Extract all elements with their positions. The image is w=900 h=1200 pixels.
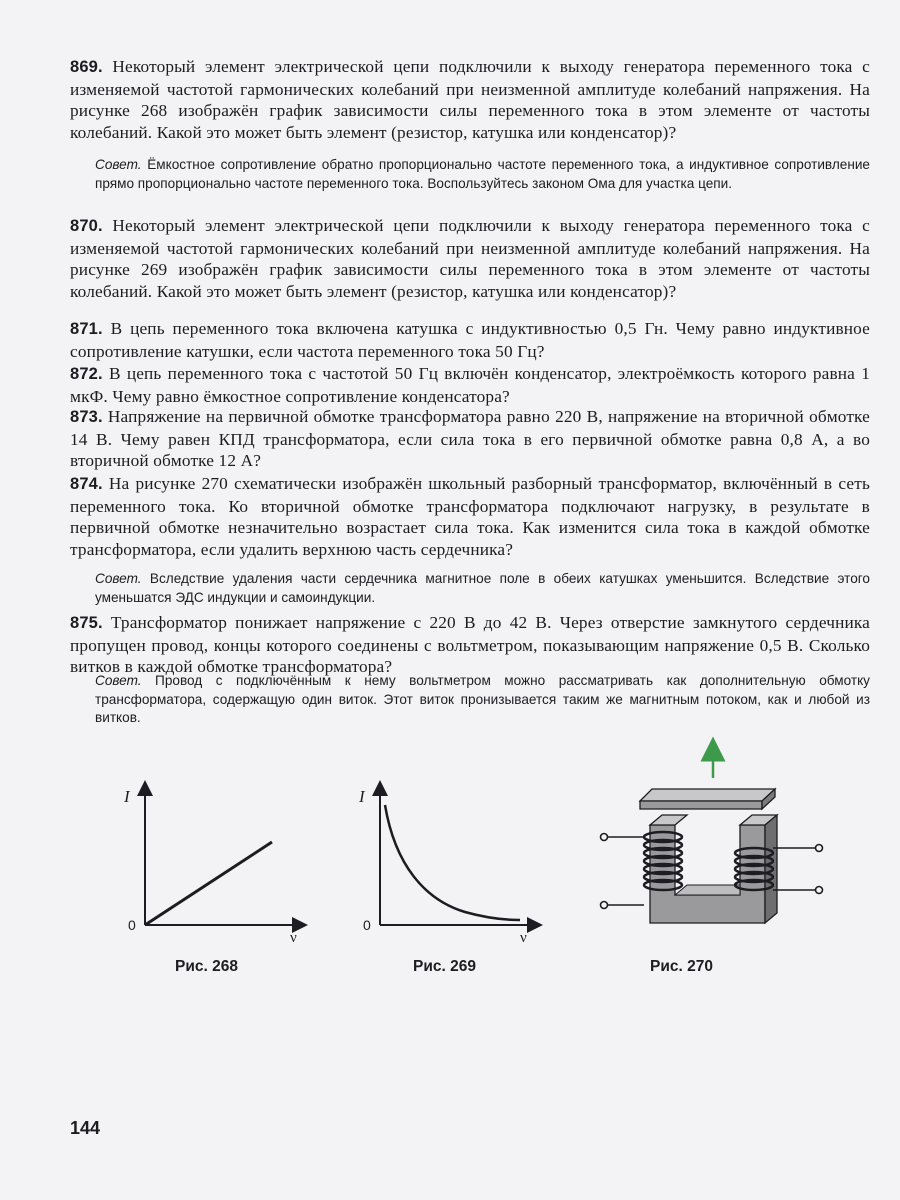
y-axis-label: I [124, 787, 130, 806]
hint-875 [95, 672, 870, 728]
problem-869 [70, 56, 870, 143]
linear-plot-line [145, 842, 272, 925]
figure-268-caption: Рис. 268 [175, 958, 238, 975]
problem-870 [70, 215, 870, 302]
problem-text: Некоторый элемент электрической цепи подключили к выходу генератора переменного тока с изменяемой частотой гармонических колебаний при неизменной амплитуде колебаний напряжения. На рисунке 268 изображён график зависимости силы переменного тока в этом элементе от частоты колебаний. Какой это может быть элемент (резистор, катушка или конденсатор)? [70, 57, 870, 142]
y-axis-label: I [359, 787, 365, 806]
x-axis-label: ν [520, 930, 527, 946]
hint-869 [95, 156, 870, 193]
problem-text: Некоторый элемент электрической цепи подключили к выходу генератора переменного тока с изменяемой частотой гармонических колебаний при неизменной амплитуде колебаний напряжения. На рисунке 269 изображён график зависимости силы переменного тока в этом элементе от частоты колебаний. Какой это может быть элемент (резистор, катушка или конденсатор)? [70, 216, 870, 301]
page-number: 144 [70, 1118, 101, 1138]
hint-text: Вследствие удаления части сердечника магнитное поле в обеих катушках уменьшится. Вследствие этого уменьшатся ЭДС индукции и самоиндукции. [95, 571, 870, 605]
decay-plot-curve [385, 805, 520, 920]
problem-number: 871. [70, 320, 103, 338]
problem-text: В цепь переменного тока с частотой 50 Гц включён конденсатор, электроёмкость которого равна 1 мкФ. Чему равно ёмкостное сопротивление конденсатора? [70, 364, 870, 406]
hint-874 [95, 570, 870, 607]
hint-label: Совет. [95, 157, 142, 172]
problem-874 [70, 473, 870, 560]
figure-270-caption: Рис. 270 [650, 958, 713, 975]
problem-873 [70, 406, 870, 472]
problem-number: 869. [70, 58, 103, 76]
figure-269-graph [345, 780, 545, 950]
problem-number: 874. [70, 475, 103, 493]
origin-label: 0 [363, 917, 371, 933]
core-top-bar [640, 789, 775, 801]
hint-label: Совет. [95, 673, 142, 688]
hint-text: Провод с подключённым к нему вольтметром можно рассматривать как дополнительную обмотку трансформатора, содержащую один виток. Этот виток пронизывается таким же магнитным потоком, как и любой из витков. [95, 673, 870, 725]
problem-text: В цепь переменного тока включена катушка с индуктивностью 0,5 Гн. Чему равно индуктивное сопротивление катушки, если частота переменного тока 50 Гц? [70, 319, 870, 361]
figure-270-transformer [590, 745, 840, 955]
problem-text: Трансформатор понижает напряжение с 220 В до 42 В. Через отверстие замкнутого сердечника пропущен провод, концы которого соединены с вольтметром, показывающим напряжение 0,5 В. Сколько витков в каждой обмотке трансформатора? [70, 613, 870, 676]
figure-268-graph [110, 780, 310, 950]
origin-label: 0 [128, 917, 136, 933]
hint-label: Совет. [95, 571, 142, 586]
problem-number: 873. [70, 408, 103, 426]
problem-number: 872. [70, 365, 103, 383]
x-axis-label: ν [290, 930, 297, 946]
problem-text: Напряжение на первичной обмотке трансформатора равно 220 В, напряжение на вторичной обмотке 14 В. Чему равен КПД трансформатора, если сила тока в его первичной обмотке равна 0,8 А, а во вторичной обмотке 12 А? [70, 407, 870, 470]
hint-text: Ёмкостное сопротивление обратно пропорционально частоте переменного тока, а индуктивное сопротивление прямо пропорционально частоте переменного тока. Воспользуйтесь законом Ома для участка цепи. [95, 157, 870, 191]
problem-875 [70, 612, 870, 678]
problem-871 [70, 318, 870, 362]
problem-number: 875. [70, 614, 103, 632]
problem-number: 870. [70, 217, 103, 235]
figure-269-caption: Рис. 269 [413, 958, 476, 975]
problem-872 [70, 363, 870, 407]
problem-text: На рисунке 270 схематически изображён школьный разборный трансформатор, включённый в сеть переменного тока. Ко вторичной обмотке трансформатора подключают нагрузку, в результате в первичной обмотке незначительно возрастает сила тока. Как изменится сила тока в каждой обмотке трансформатора, если удалить верхнюю часть сердечника? [70, 474, 870, 559]
